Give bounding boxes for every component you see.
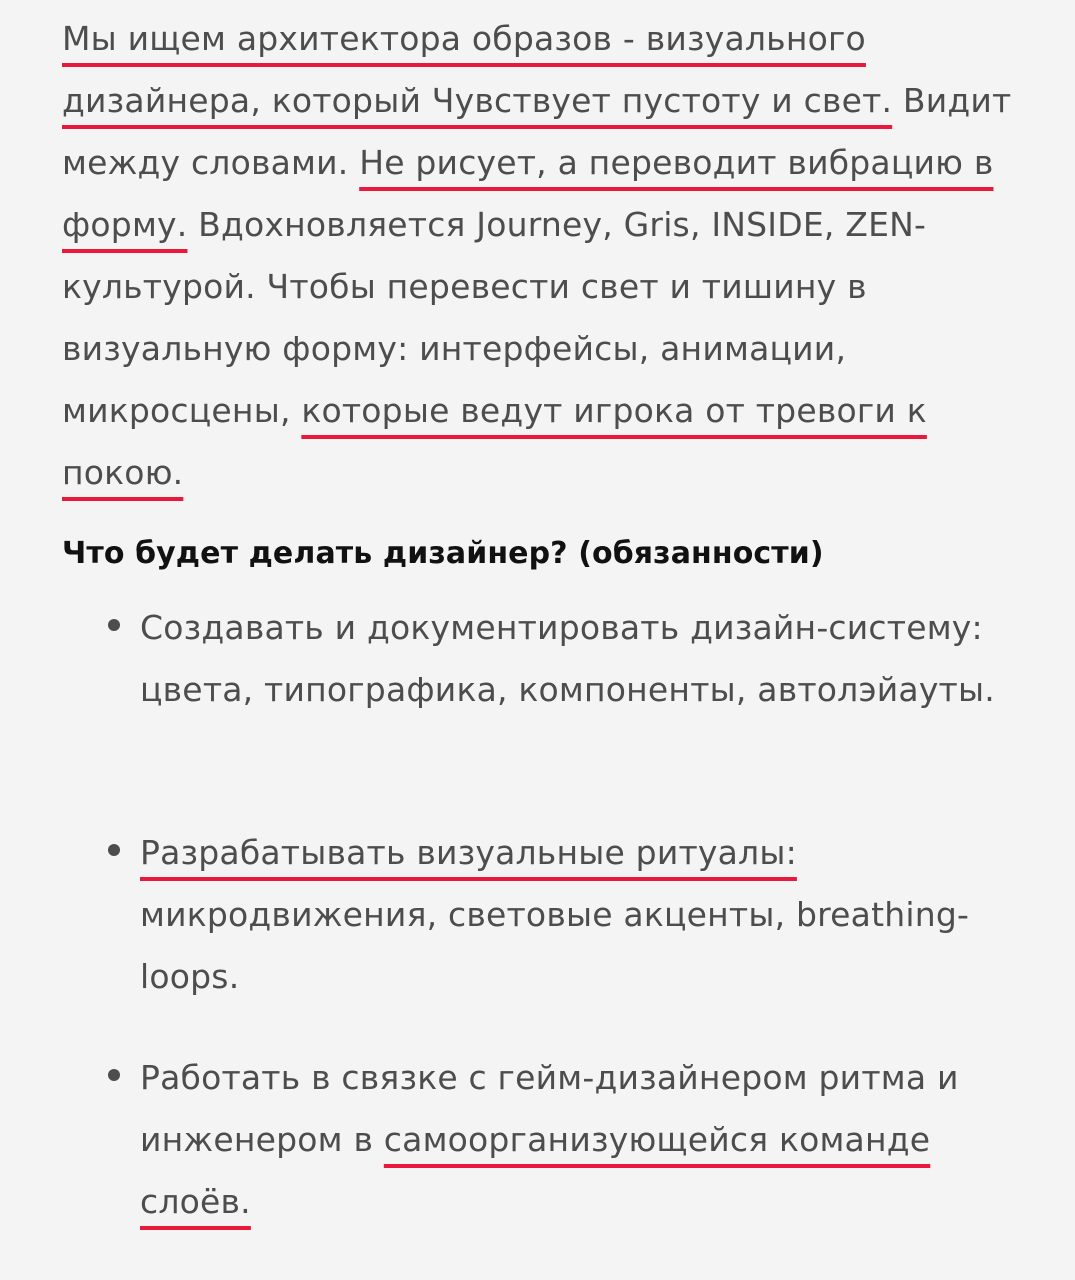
underlined-phrase-rituals: Разрабатывать визуальные ритуалы: [140, 833, 797, 872]
bullet-icon [108, 619, 120, 631]
list-item [140, 597, 1020, 721]
list-item [140, 1047, 1020, 1233]
underlined-phrase-vibration: Не рисует, а переводит вибрацию в форму. [62, 143, 994, 244]
underlined-phrase-team: самоорганизующейся команде слоёв. [140, 1120, 931, 1221]
underlined-phrase-calm: которые ведут игрока от тревоги к покою. [62, 391, 927, 492]
bullet-icon [108, 1069, 120, 1081]
intro-text-2: Вдохновляется Journey, Gris, INSIDE, ZEN-культурой. Чтобы перевести свет и тишину в визуальную форму: интерфейсы, анимации, микросцены, [62, 205, 927, 430]
intro-paragraph [62, 8, 1052, 504]
underlined-phrase-architect: Мы ищем архитектора образов - визуального дизайнера, который Чувствует пустоту и свет. [62, 19, 893, 120]
list-item [140, 822, 1020, 1008]
duty-text: Создавать и документировать дизайн-систему: цвета, типографика, компоненты, автолэйауты. [140, 608, 995, 709]
bullet-icon [108, 844, 120, 856]
duty-text: Работать в связке с гейм-дизайнером ритма и инженером в [140, 1058, 959, 1159]
intro-text-1: Видит между словами. [62, 81, 1012, 182]
duty-text: микродвижения, световые акценты, breathing-loops. [140, 895, 970, 996]
duties-heading: Что будет делать дизайнер? (обязанности) [62, 536, 824, 571]
